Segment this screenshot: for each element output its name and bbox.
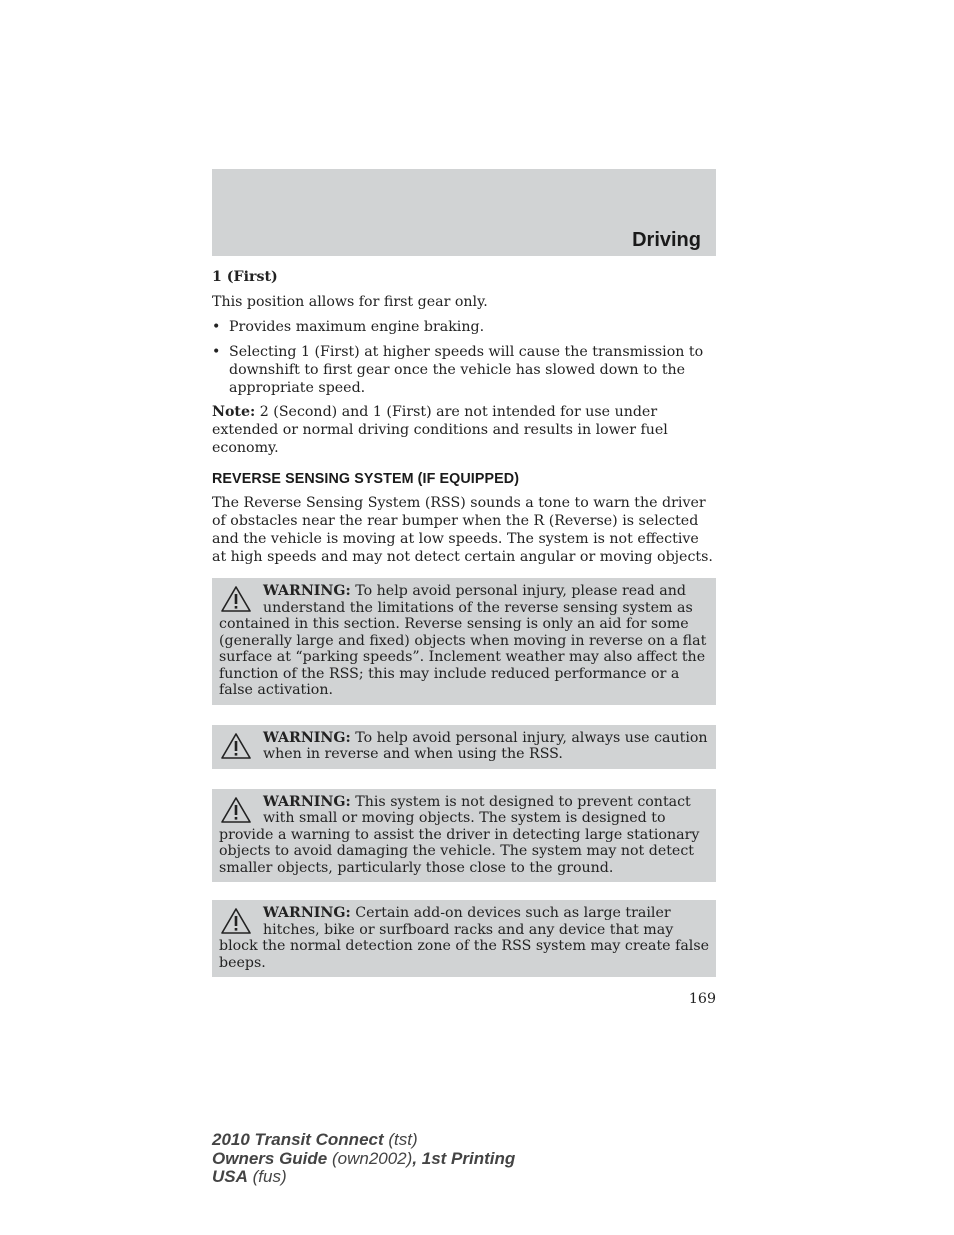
warning-label: WARNING: bbox=[263, 793, 351, 810]
note-text: 2 (Second) and 1 (First) are not intended for use under extended or normal driving conditions and results in lower fuel economy. bbox=[212, 404, 668, 456]
warning-box bbox=[212, 900, 716, 977]
footer-line-3 bbox=[212, 1168, 515, 1187]
warning-text: Certain add-on devices such as large trailer hitches, bike or surfboard racks and any device that may block the normal detection zone of the RSS system may create false beeps. bbox=[219, 905, 710, 971]
rss-intro: The Reverse Sensing System (RSS) sounds a tone to warn the driver of obstacles near the rear bumper when the R (Reverse) is selected and the vehicle is moving at low speeds. The system is not effective at high speeds and may not detect certain angular or moving objects. bbox=[212, 495, 713, 565]
footer-line-1 bbox=[212, 1131, 515, 1150]
bullet-text: Selecting 1 (First) at higher speeds will cause the transmission to downshift to first gear once the vehicle has slowed down to the appropriate speed. bbox=[229, 344, 704, 396]
footer-guide: Owners Guide bbox=[212, 1148, 328, 1168]
warning-box bbox=[212, 578, 716, 705]
bullet-glyph: • bbox=[212, 319, 221, 335]
warning-text: To help avoid personal injury, please read and understand the limitations of the reverse sensing system as contained in this section. Reverse sensing is only an aid for some (generally large and fixed) objects when moving in reverse on a flat surface at “parking speeds”. Inclement weather may also affect the function of the RSS; this may include reduced performance or a false activation. bbox=[219, 583, 707, 698]
warning-box bbox=[212, 789, 716, 883]
warning-label: WARNING: bbox=[263, 905, 351, 921]
rss-heading: REVERSE SENSING SYSTEM (IF EQUIPPED) bbox=[212, 471, 520, 487]
footer-market-code: (fus) bbox=[247, 1167, 287, 1186]
footer-model-code: (tst) bbox=[383, 1130, 418, 1149]
warning-triangle-icon bbox=[221, 908, 251, 934]
warning-label: WARNING: bbox=[263, 583, 351, 599]
note-label: Note: bbox=[212, 404, 256, 420]
page-number: 169 bbox=[688, 991, 716, 1007]
footer-printing: , 1st Printing bbox=[412, 1148, 516, 1168]
warning-label: WARNING: bbox=[263, 729, 351, 746]
section-title: Driving bbox=[632, 229, 701, 251]
warning-text: This system is not designed to prevent contact with small or moving objects. The system is designed to provide a warning to assist the driver in detecting large stationary objects to avoid damaging the vehicle. The system may not detect smaller objects, particularly those close to the ground. bbox=[219, 793, 700, 876]
list-item bbox=[212, 343, 716, 397]
first-gear-intro: This position allows for first gear only. bbox=[212, 294, 488, 310]
list-item bbox=[212, 318, 716, 336]
footer-market: USA bbox=[212, 1167, 248, 1186]
footer-print-info bbox=[212, 1131, 515, 1187]
warning-triangle-icon bbox=[221, 797, 251, 823]
manual-page bbox=[212, 169, 716, 1008]
footer-guide-code: (own2002) bbox=[327, 1148, 413, 1168]
header-band bbox=[212, 169, 716, 256]
footer-model: 2010 Transit Connect bbox=[212, 1130, 384, 1149]
warning-triangle-icon bbox=[221, 733, 251, 759]
bullet-glyph: • bbox=[212, 344, 221, 360]
first-gear-subheading: 1 (First) bbox=[212, 269, 278, 285]
footer-line-2 bbox=[212, 1150, 515, 1169]
bullet-text: Provides maximum engine braking. bbox=[229, 319, 485, 335]
warning-triangle-icon bbox=[221, 586, 251, 612]
first-gear-bullet-list bbox=[212, 318, 716, 397]
warning-box bbox=[212, 725, 716, 769]
warning-text: To help avoid personal injury, always use caution when in reverse and when using the RSS. bbox=[263, 729, 708, 762]
note-paragraph bbox=[212, 403, 716, 457]
